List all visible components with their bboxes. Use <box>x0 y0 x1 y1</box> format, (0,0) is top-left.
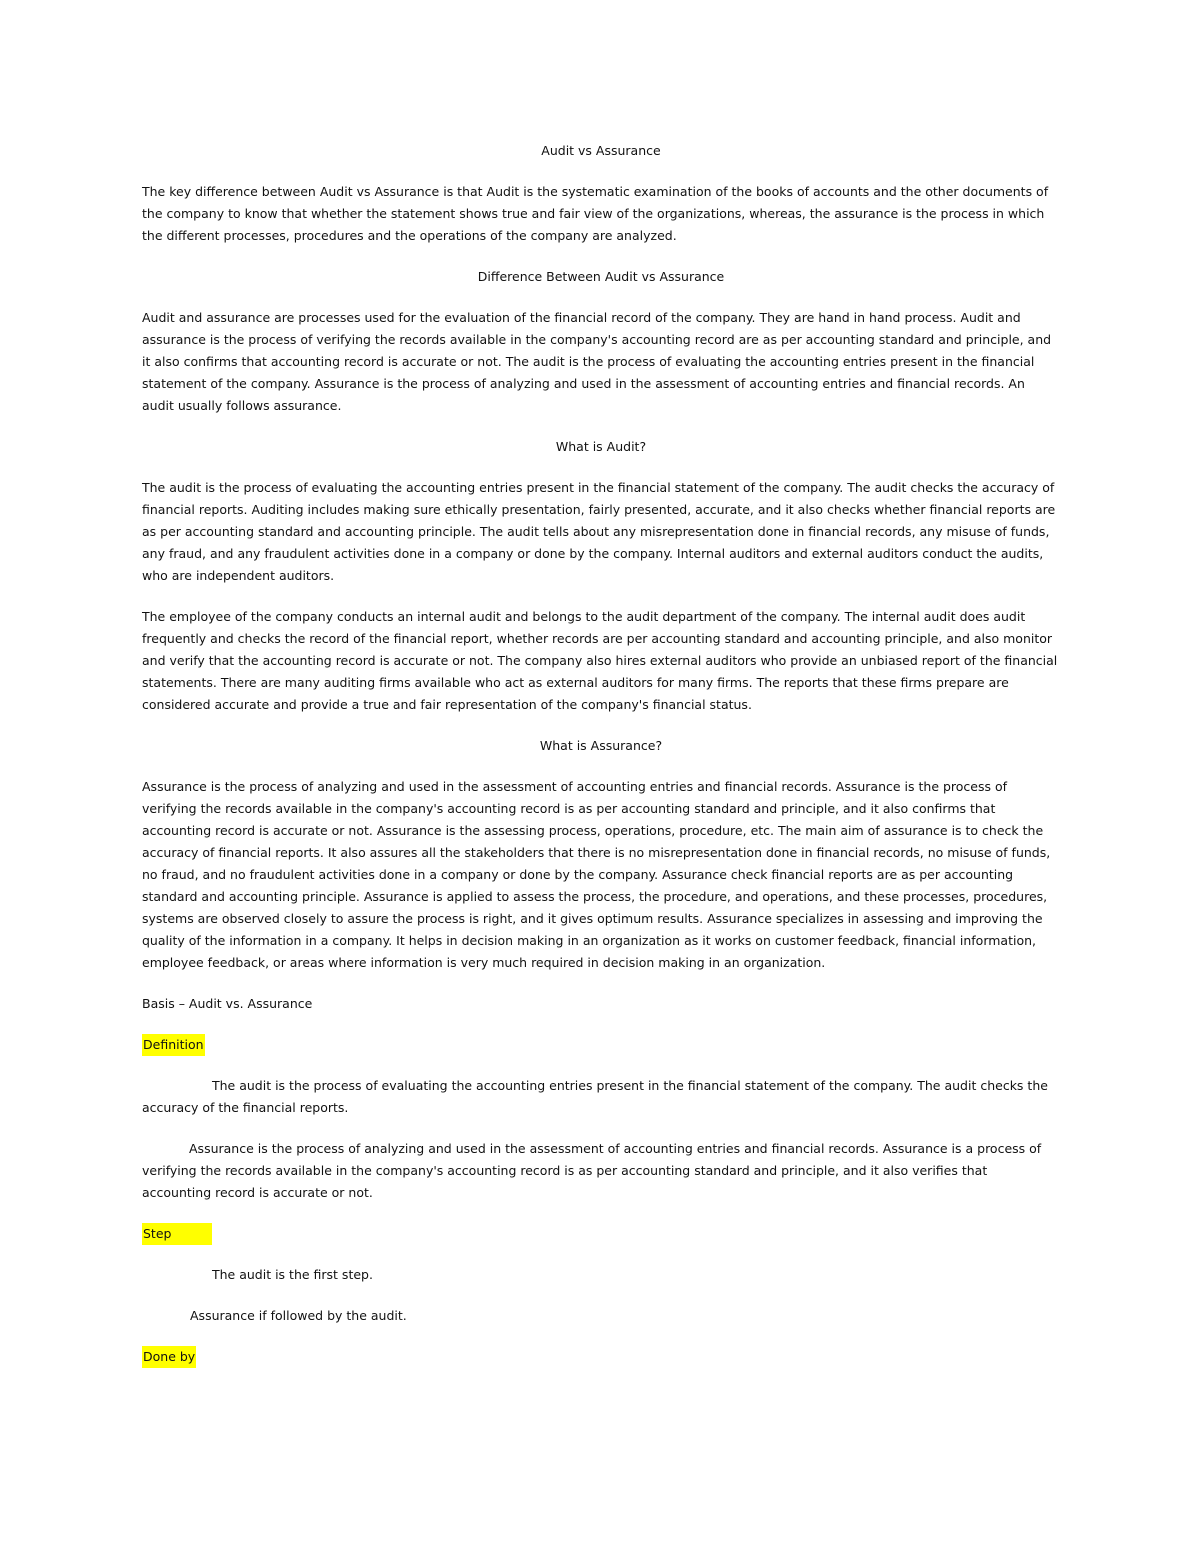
section-heading-difference: Difference Between Audit vs Assurance <box>477 269 725 284</box>
step-label-row <box>142 1223 1060 1245</box>
step-assurance: Assurance if followed by the audit. <box>190 1308 407 1323</box>
step-audit: The audit is the first step. <box>212 1267 373 1282</box>
definition-audit-continuation: accuracy of the financial reports. <box>142 1100 349 1115</box>
section-heading-assurance: What is Assurance? <box>539 738 663 753</box>
document-title: Audit vs Assurance <box>541 143 661 158</box>
definition-audit <box>142 1075 1060 1119</box>
audit-paragraph-1: The audit is the process of evaluating the accounting entries present in the financial statement of the company. The audit checks the accuracy of financial reports. Auditing includes making sure ethically presentation, fairly presented, accurate, and it also checks whether financial reports are as per accounting standard and accounting principle. The audit tells about any misrepresentation done in financial records, any misuse of funds, any fraud, and any fraudulent activities done in a company or done by the company. Internal auditors and external auditors conduct the audits, who are independent auditors. <box>142 480 1056 583</box>
done-by-label-row <box>142 1346 1060 1368</box>
step-label: Step <box>142 1223 212 1245</box>
assurance-paragraph: Assurance is the process of analyzing and used in the assessment of accounting entries and financial records. Assurance is the process of verifying the records available in the company's accounting record is as per accounting standard and principle, and it also confirms that accounting record is accurate or not. Assurance is the assessing process, operations, procedure, etc. The main aim of assurance is to check the accuracy of financial reports. It also assures all the stakeholders that there is no misrepresentation done in financial records, no misuse of funds, no fraud, and no fraudulent activities done in a company or done by the company. Assurance check financial reports are as per accounting standard and accounting principle. Assurance is applied to assess the process, the procedure, and operations, and these processes, procedures, systems are observed closely to assure the process is right, and it gives optimum results. Assurance specializes in assessing and improving the quality of the information in a company. It helps in decision making in an organization as it works on customer feedback, financial information, employee feedback, or areas where information is very much required in decision making in an organization. <box>142 779 1051 970</box>
done-by-label: Done by <box>142 1346 196 1368</box>
definition-audit-first-line: The audit is the process of evaluating the accounting entries present in the financial statement of the company. The audit checks the <box>212 1078 1048 1093</box>
definition-label-row <box>142 1034 1060 1056</box>
basis-line: Basis – Audit vs. Assurance <box>142 996 313 1011</box>
definition-label: Definition <box>142 1034 205 1056</box>
definition-assurance: Assurance is the process of analyzing and used in the assessment of accounting entries and financial records. Assurance is a process of verifying the records available in the company's accounting record is as per accounting standard and principle, and it also verifies that accounting record is accurate or not. <box>142 1141 1042 1200</box>
difference-paragraph: Audit and assurance are processes used for the evaluation of the financial record of the company. They are hand in hand process. Audit and assurance is the process of verifying the records available in the company's accounting record are as per accounting standard and principle, and it also confirms that accounting record is accurate or not. The audit is the process of evaluating the accounting entries present in the financial statement of the company. Assurance is the process of analyzing and used in the assessment of accounting entries and financial records. An audit usually follows assurance. <box>142 310 1052 413</box>
intro-paragraph: The key difference between Audit vs Assurance is that Audit is the systematic examination of the books of accounts and the other documents of the company to know that whether the statement shows true and fair view of the organizations, whereas, the assurance is the process in which the different processes, procedures and the operations of the company are analyzed. <box>142 184 1049 243</box>
section-heading-audit: What is Audit? <box>555 439 647 454</box>
audit-paragraph-2: The employee of the company conducts an internal audit and belongs to the audit department of the company. The internal audit does audit frequently and checks the record of the financial report, whether records are per accounting standard and accounting principle, and also monitor and verify that the accounting record is accurate or not. The company also hires external auditors who provide an unbiased report of the financial statements. There are many auditing firms available who act as external auditors for many firms. The reports that these firms prepare are considered accurate and provide a true and fair representation of the company's financial status. <box>142 609 1058 712</box>
